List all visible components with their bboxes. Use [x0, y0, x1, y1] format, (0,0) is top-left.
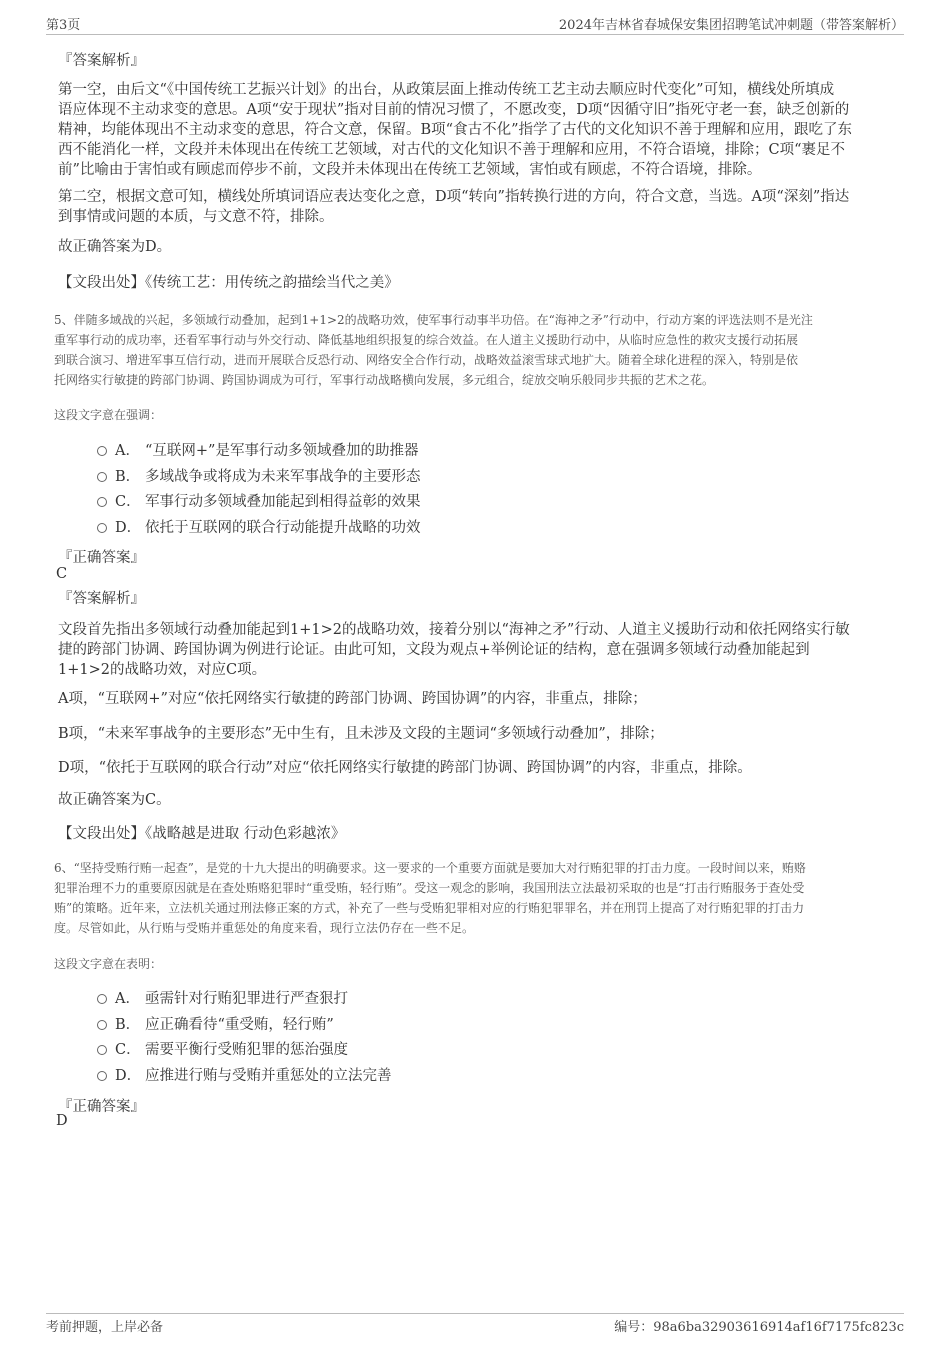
correct-answer: C — [56, 566, 68, 582]
radio-icon[interactable] — [97, 994, 107, 1004]
text-line: 第一空，由后文“《中国传统工艺振兴计划》的出台，从政策层面上推动传统工艺主动去顺应时代变化”可知，横线处所填成 — [58, 82, 835, 98]
option-c[interactable]: C． 需要平衡行受贿犯罪的惩治强度 — [97, 1040, 348, 1060]
radio-icon[interactable] — [97, 497, 107, 507]
document-code: 编号：98a6ba32903616914af16f7175fc823c — [614, 1320, 904, 1335]
text-line: 1+1>2的战略功效，对应C项。 — [58, 662, 267, 678]
question-5-prompt: 这段文字意在强调： — [54, 408, 163, 422]
source-citation: 【文段出处】《传统工艺：用传统之韵描绘当代之美》 — [58, 275, 399, 291]
option-a[interactable]: A． “互联网+”是军事行动多领域叠加的助推器 — [97, 441, 418, 461]
text-line: 托网络实行敏捷的跨部门协调、跨国协调成为可行，军事行动战略横向发展，多元组合，绽放交响乐般同步共振的艺术之花。 — [54, 373, 715, 387]
option-b[interactable]: B． 应正确看待“重受贿，轻行贿” — [97, 1015, 334, 1035]
radio-icon[interactable] — [97, 446, 107, 456]
analysis-paragraph — [58, 620, 892, 680]
text-line: 重军事行动的成功率，还看军事行动与外交行动、降低基地组织报复的综合效益。在人道主义援助行动中，从临时应急性的救灾支援行动拓展 — [54, 333, 799, 347]
question-6-stem — [54, 858, 896, 938]
correct-answer-tag: 『正确答案』 — [58, 550, 145, 566]
text-line: 精神，均能体现出不主动求变的意思，符合文意，保留。B项“食古不化”指学了古代的文化知识不善于理解和应用，跟吃了东 — [58, 122, 852, 138]
text-line: 贿”的策略。近年来，立法机关通过刑法修正案的方式，补充了一些与受贿犯罪相对应的行贿犯罪罪名，并在刑罚上提高了对行贿犯罪的打击力 — [54, 901, 805, 915]
text-line: 西不能消化一样，文段并未体现出在传统工艺领域，对古代的文化知识不善于理解和应用，不符合语境，排除；C项“裹足不 — [58, 142, 846, 158]
source-citation: 【文段出处】《战略越是进取 行动色彩越浓》 — [58, 826, 346, 842]
text-line: 到事情或问题的本质，与文意不符，排除。 — [58, 209, 334, 225]
text-line: 度。尽管如此，从行贿与受贿并重惩处的角度来看，现行立法仍存在一些不足。 — [54, 921, 475, 935]
analysis-paragraph-1 — [58, 80, 892, 180]
analysis-note-d: D项，“依托于互联网的联合行动”对应“依托网络实行敏捷的跨部门协调、跨国协调”的内容，非重点，排除。 — [58, 760, 752, 776]
text-line: 到联合演习、增进军事互信行动，进而开展联合反恐行动、网络安全合作行动，战略效益滚雪球式地扩大。随着全球化进程的深入，特别是依 — [54, 353, 799, 367]
correct-answer-tag: 『正确答案』 — [58, 1099, 145, 1115]
analysis-paragraph-2 — [58, 187, 892, 227]
text-line: 捷的跨部门协调、跨国协调为例进行论证。由此可知，文段为观点+举例论证的结构，意在强调多领域行动叠加能起到 — [58, 642, 810, 658]
analysis-tag: 『答案解析』 — [58, 591, 145, 607]
correct-answer: D — [56, 1113, 68, 1129]
page-header — [46, 12, 904, 35]
question-6-prompt: 这段文字意在表明： — [54, 957, 163, 971]
text-line: 5、伴随多域战的兴起，多领域行动叠加，起到1+1>2的战略功效，使军事行动事半功倍。在“海神之矛”行动中，行动方案的评选法则不是光注 — [54, 313, 813, 327]
footer-slogan: 考前押题，上岸必备 — [46, 1320, 164, 1335]
text-line: 第二空，根据文意可知，横线处所填词语应表达变化之意，D项“转向”指转换行进的方向，符合文意，当选。A项“深刻”指达 — [58, 189, 850, 205]
conclusion: 故正确答案为C。 — [58, 792, 171, 808]
option-c[interactable]: C． 军事行动多领域叠加能起到相得益彰的效果 — [97, 492, 421, 512]
question-5-stem — [54, 310, 896, 390]
radio-icon[interactable] — [97, 1045, 107, 1055]
analysis-tag: 『答案解析』 — [58, 53, 145, 69]
analysis-note-b: B项，“未来军事战争的主要形态”无中生有，且未涉及文段的主题词“多领域行动叠加”，排除； — [58, 726, 664, 742]
text-line: 6、“坚持受贿行贿一起查”，是党的十九大提出的明确要求。这一要求的一个重要方面就是要加大对行贿犯罪的打击力度。一段时间以来，贿赂 — [54, 861, 806, 875]
option-a[interactable]: A． 亟需针对行贿犯罪进行严查狠打 — [97, 989, 348, 1009]
text-line: 语应体现不主动求变的意思。A项“安于现状”指对目前的情况习惯了，不愿改变，D项“因循守旧”指死守老一套，缺乏创新的 — [58, 102, 850, 118]
radio-icon[interactable] — [97, 472, 107, 482]
text-line: 犯罪治理不力的重要原因就是在查处贿赂犯罪时“重受贿，轻行贿”。受这一观念的影响，我国刑法立法最初采取的也是“打击行贿服务于查处受 — [54, 881, 805, 895]
conclusion: 故正确答案为D。 — [58, 239, 172, 255]
radio-icon[interactable] — [97, 1071, 107, 1081]
text-line: 文段首先指出多领域行动叠加能起到1+1>2的战略功效，接着分别以“海神之矛”行动、人道主义援助行动和依托网络实行敏 — [58, 622, 850, 638]
analysis-note-a: A项，“互联网+”对应“依托网络实行敏捷的跨部门协调、跨国协调”的内容，非重点，排除； — [58, 691, 647, 707]
text-line: 前”比喻由于害怕或有顾虑而停步不前，文段并未体现出在传统工艺领域，害怕或有顾虑，不符合语境，排除。 — [58, 162, 762, 178]
radio-icon[interactable] — [97, 523, 107, 533]
option-b[interactable]: B． 多域战争或将成为未来军事战争的主要形态 — [97, 467, 421, 487]
option-d[interactable]: D． 依托于互联网的联合行动能提升战略的功效 — [97, 518, 421, 538]
document-title: 2024年吉林省春城保安集团招聘笔试冲刺题（带答案解析） — [558, 18, 904, 33]
page-footer — [46, 1313, 904, 1336]
radio-icon[interactable] — [97, 1020, 107, 1030]
option-d[interactable]: D． 应推进行贿与受贿并重惩处的立法完善 — [97, 1066, 392, 1086]
page-number: 第3页 — [46, 18, 81, 33]
